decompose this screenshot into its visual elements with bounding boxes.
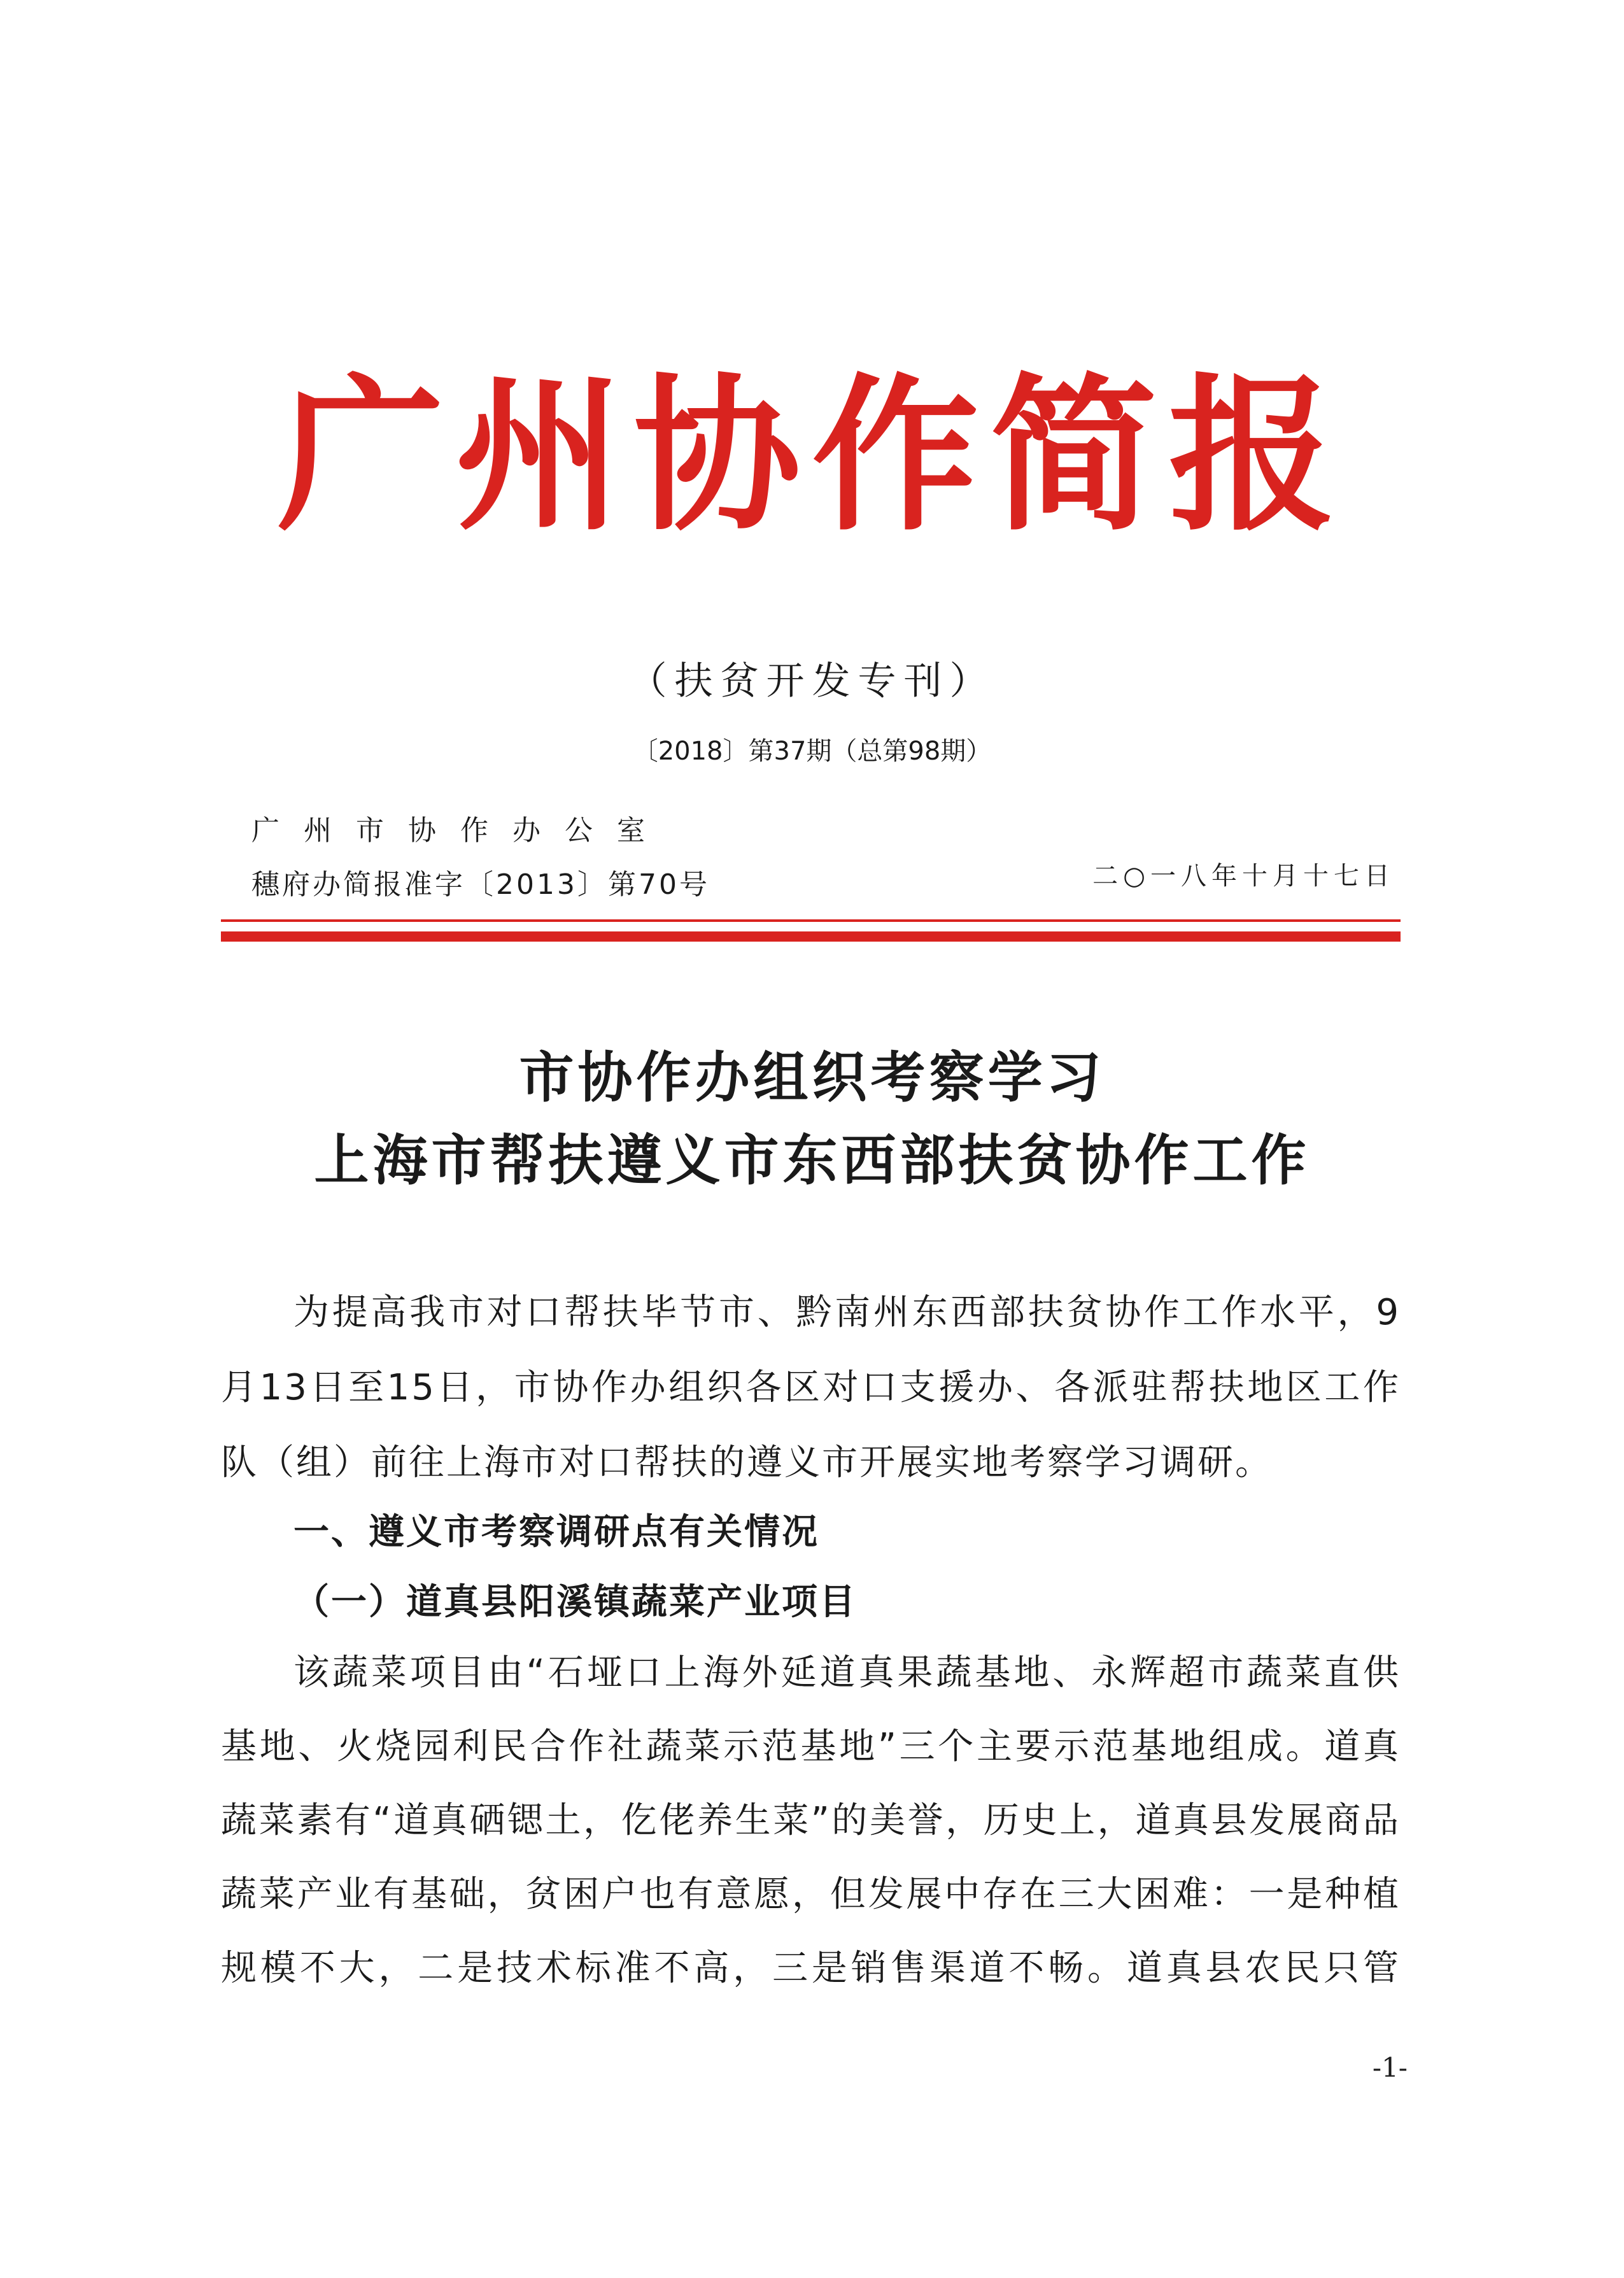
subsection-paragraph: 该蔬菜项目由“石垭口上海外延道真果蔬基地、永辉超市蔬菜直供基地、火烧园利民合作社蔬菜示范基地”三个主要示范基地组成。道真蔬菜素有“道真硒锶土，仡佬养生菜”的美誉，历史上，道真县发展商品蔬菜产业有基础，贫困户也有意愿，但发展中存在三大困难：一是种植规模不大，二是技术标准不高，三是销售渠道不畅。道真县农民只管 [221, 1652, 1401, 1989]
subsection-heading: （一）道真县阳溪镇蔬菜产业项目 [293, 1581, 857, 1623]
headline-line-1: 市协作办组织考察学习 [519, 1045, 1105, 1110]
article-headline [0, 1036, 1624, 1202]
header-divider-thin [221, 919, 1401, 922]
page-number: -1- [1372, 2052, 1408, 2083]
intro-paragraph: 为提高我市对口帮扶毕节市、黔南州东西部扶贫协作工作水平，9月13日至15日，市协作办组织各区对口支援办、各派驻帮扶地区工作队（组）前往上海市对口帮扶的遵义市开展实地考察学习调研。 [221, 1292, 1401, 1483]
issue-date: 二○一八年十月十七日 [1092, 861, 1395, 891]
permit-number: 穗府办简报准字〔2013〕第70号 [251, 868, 710, 901]
header-divider-thick [221, 931, 1401, 942]
section-heading: 一、遵义市考察调研点有关情况 [293, 1511, 819, 1553]
edition-label: （扶贫开发专刊） [628, 659, 996, 704]
issuing-organization: 广州市协作办公室 [251, 814, 669, 847]
issue-number: 〔2018〕第37期（总第98期） [632, 737, 992, 766]
masthead-title: 广州协作简报 [277, 357, 1347, 553]
headline-line-2: 上海市帮扶遵义市东西部扶贫协作工作 [314, 1128, 1310, 1192]
